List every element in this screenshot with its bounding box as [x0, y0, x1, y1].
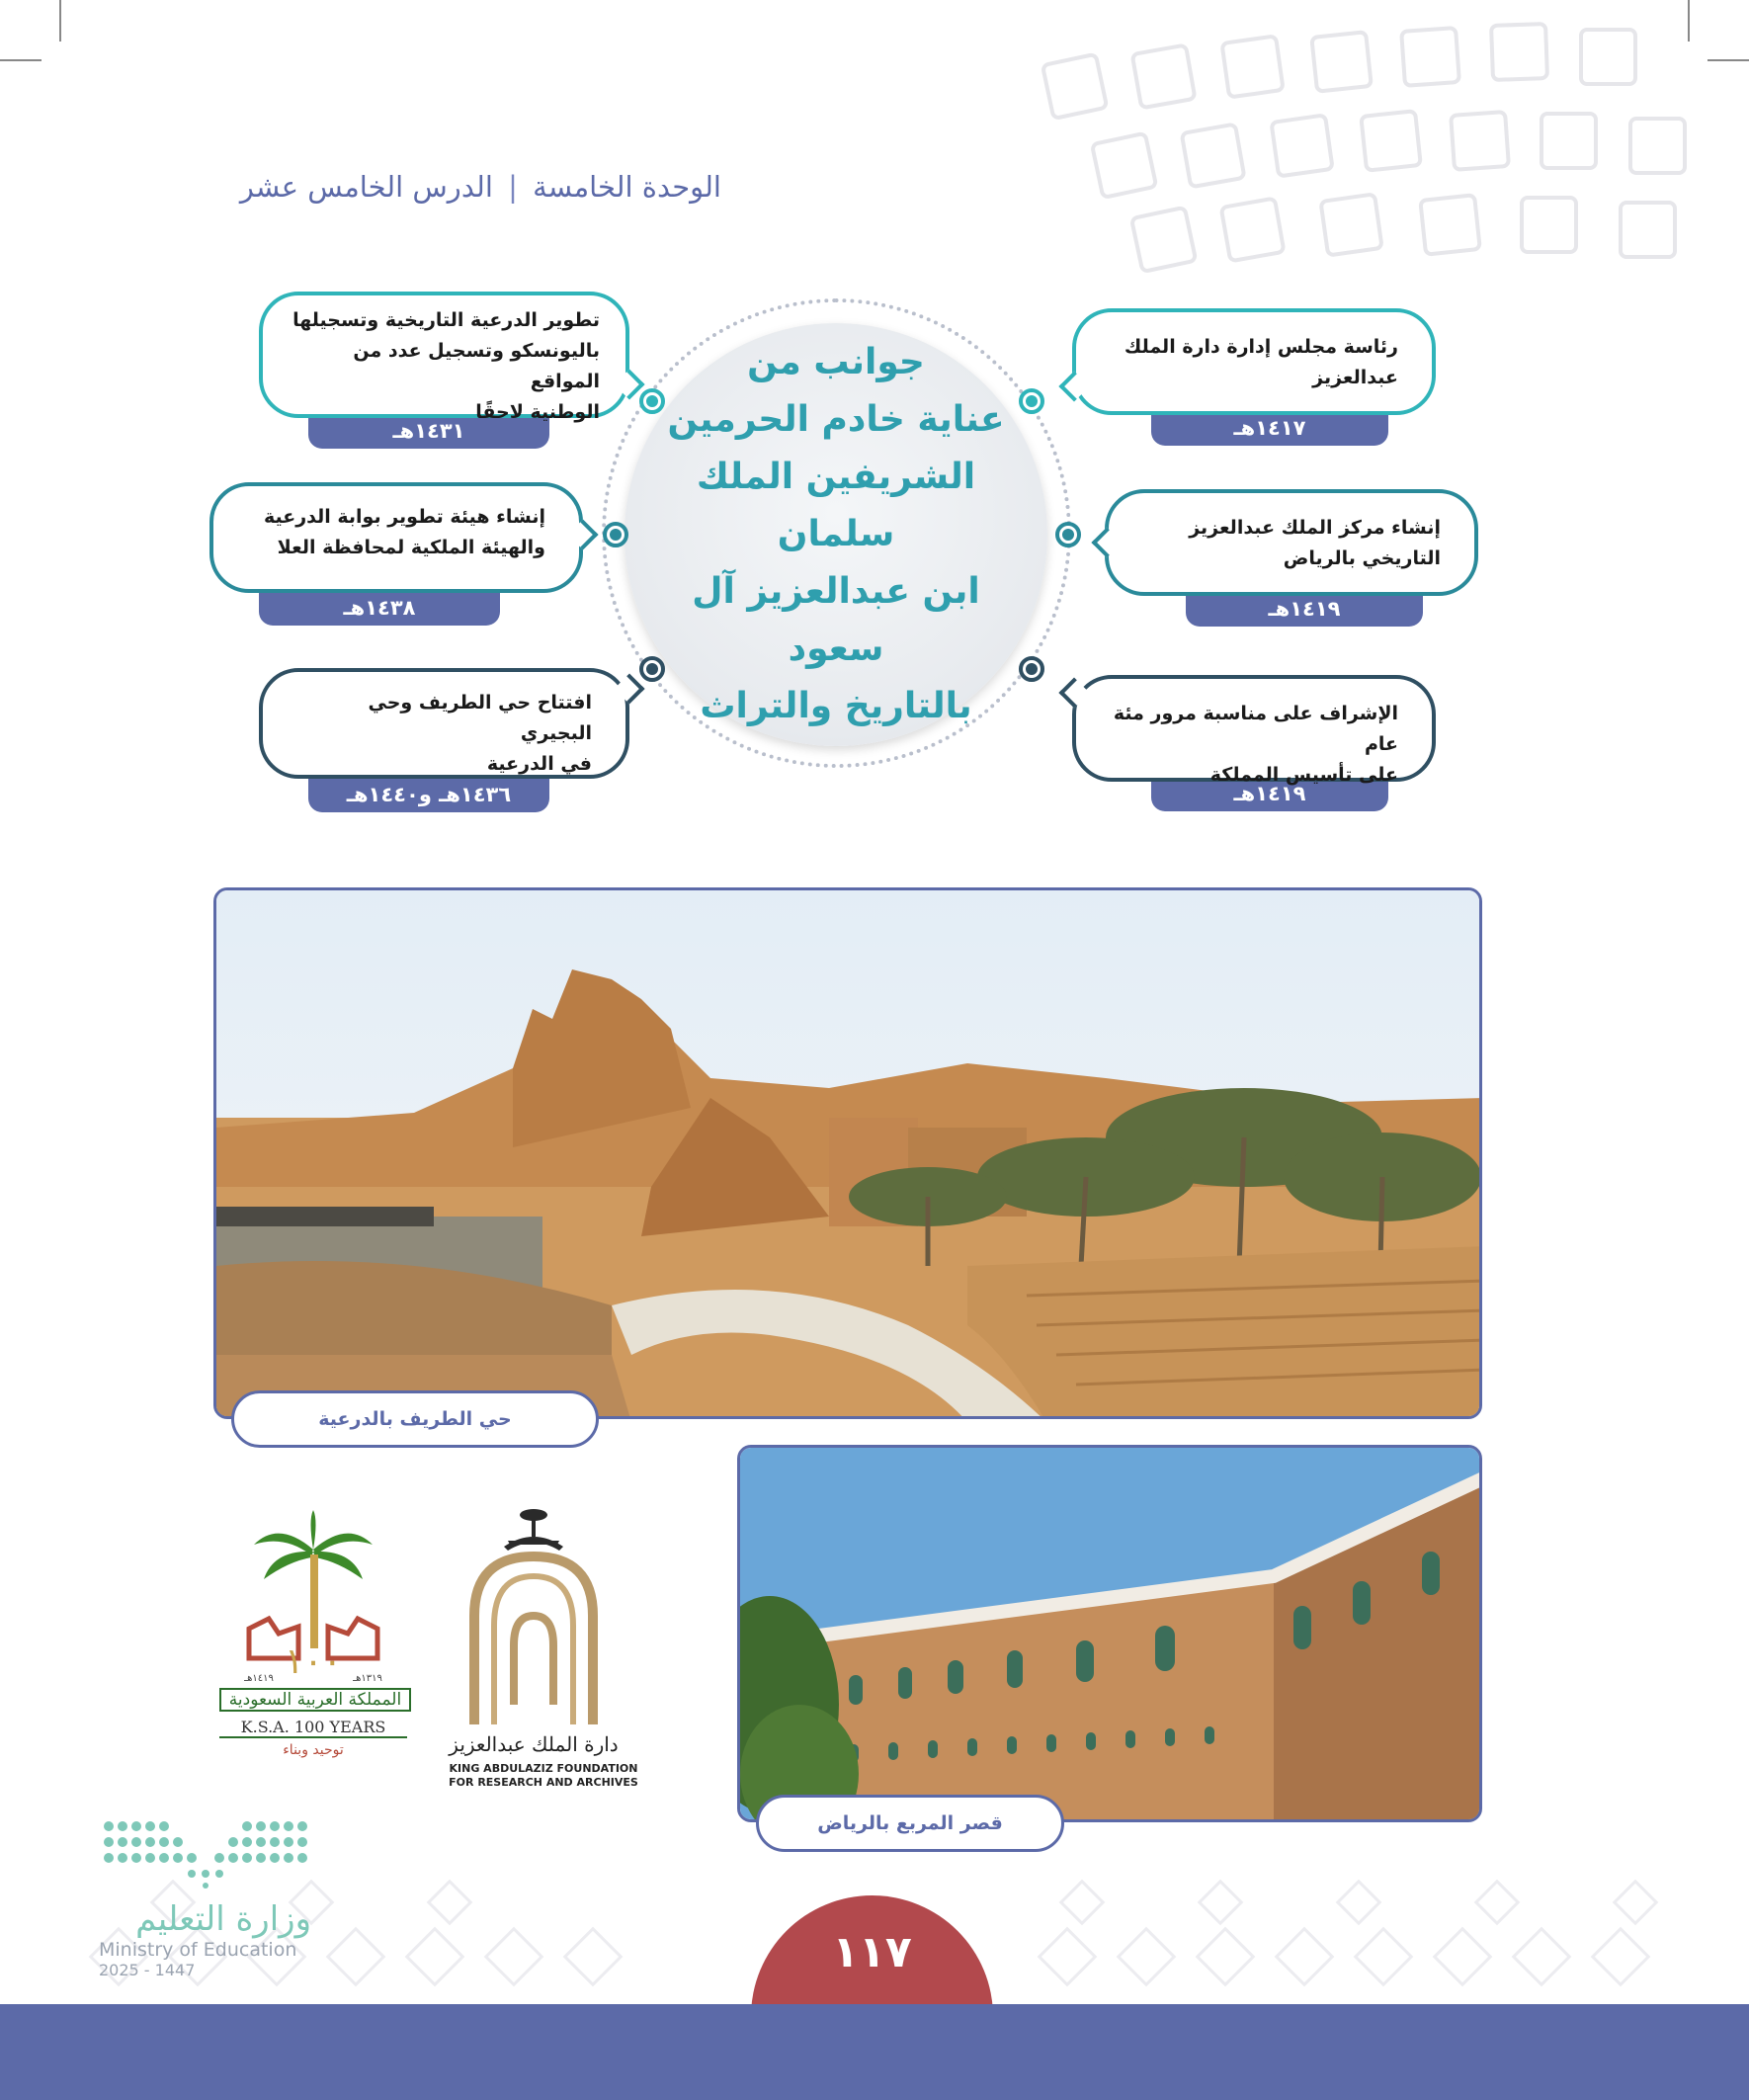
event-bubble [1105, 489, 1478, 596]
year-badge: ١٤١٧هـ [1151, 410, 1388, 446]
connector-node [1019, 656, 1044, 682]
year-badge: ١٤٣٨هـ [259, 590, 500, 626]
murabba-photo [737, 1445, 1482, 1822]
decorative-pattern [1028, 20, 1709, 296]
centennial-logo [219, 1510, 407, 1777]
event-text: إنشاء هيئة تطوير بوابة الدرعية [263, 506, 545, 528]
crop-mark [1707, 59, 1749, 61]
event-text: التاريخي بالرياض [1283, 547, 1441, 569]
event-bubble [259, 292, 629, 423]
ministry-logo [99, 1816, 336, 1979]
darah-logo [435, 1507, 632, 1756]
event-text: إنشاء مركز الملك عبدالعزيز [1189, 517, 1441, 539]
ministry-year: 2025 - 1447 [99, 1961, 196, 1979]
center-title-line: ابن عبدالعزيز آل سعود [692, 571, 980, 669]
event-text: في الدرعية [486, 753, 592, 775]
center-title-line: بالتاريخ والتراث [700, 686, 972, 726]
center-title-line: عناية خادم الحرمين [667, 399, 1005, 440]
lesson-label: الدرس الخامس عشر [239, 170, 493, 204]
murabba-illustration [740, 1448, 1482, 1822]
centennial-year-left: ١٤١٩هـ [244, 1673, 274, 1684]
year-badge: ١٤١٩هـ [1151, 776, 1388, 811]
event-bubble [259, 668, 629, 779]
center-title-line: الشريفين الملك سلمان [696, 457, 976, 554]
event-text: الوطنية لاحقًا [475, 401, 600, 423]
event-text: باليونسكو وتسجيل عدد من المواقع [353, 340, 600, 392]
connector-node [639, 656, 665, 682]
event-text: على تأسيس المملكة [1209, 764, 1398, 786]
crop-mark [59, 0, 61, 42]
ministry-dots-icon [99, 1816, 326, 1895]
connector-node [1055, 522, 1081, 547]
darah-name: دارة الملك عبدالعزيز [449, 1732, 619, 1756]
darah-english-2: FOR RESEARCH AND ARCHIVES [449, 1776, 638, 1789]
centennial-sub: توحيد وبناء [283, 1742, 344, 1758]
centennial-arabic: المملكة العربية السعودية [219, 1688, 411, 1712]
lesson-header [198, 170, 721, 204]
darah-emblem-icon [435, 1507, 632, 1734]
event-text: تطوير الدرعية التاريخية وتسجيلها [292, 309, 600, 331]
event-text: والهيئة الملكية لمحافظة العلا [277, 537, 545, 558]
connector-node [1019, 388, 1044, 414]
connector-node [603, 522, 628, 547]
center-title [658, 334, 1014, 735]
event-text: رئاسة مجلس إدارة دارة الملك [1124, 336, 1398, 358]
event-bubble [1072, 308, 1436, 415]
ministry-name-en: Ministry of Education [99, 1939, 297, 1961]
event-text: افتتاح حي الطريف وحي البجيري [368, 692, 592, 744]
year-badge: ١٤١٩هـ [1186, 591, 1423, 627]
event-text: الإشراف على مناسبة مرور مئة عام [1113, 703, 1398, 755]
event-bubble [1072, 675, 1436, 786]
turaif-caption: حي الطريف بالدرعية [231, 1390, 599, 1448]
page-number: ١١٧ [832, 1927, 912, 1977]
center-title-line: جوانب من [747, 342, 925, 382]
ministry-name-ar: وزارة التعليم [135, 1899, 311, 1939]
turaif-illustration [216, 890, 1482, 1419]
crop-mark [0, 59, 42, 61]
murabba-caption: قصر المربع بالرياض [756, 1795, 1064, 1852]
centennial-number-icon: ١٠٠ [284, 1641, 343, 1678]
event-bubble [209, 482, 583, 593]
header-separator: | [508, 170, 518, 204]
unit-label: الوحدة الخامسة [533, 170, 721, 204]
year-badge: ١٤٣٦هـ و١٤٤٠هـ [308, 777, 549, 812]
darah-english-1: KING ABDULAZIZ FOUNDATION [449, 1762, 638, 1775]
centennial-year-right: ١٣١٩هـ [353, 1673, 382, 1684]
turaif-photo [213, 887, 1482, 1419]
connector-node [639, 388, 665, 414]
center-circle [625, 323, 1047, 746]
year-badge: ١٤٣١هـ [308, 413, 549, 449]
event-text: عبدالعزيز [1312, 367, 1398, 388]
palm-tree-icon [219, 1510, 407, 1678]
footer-band [0, 2004, 1749, 2100]
centennial-english: K.S.A. 100 YEARS [219, 1718, 407, 1738]
